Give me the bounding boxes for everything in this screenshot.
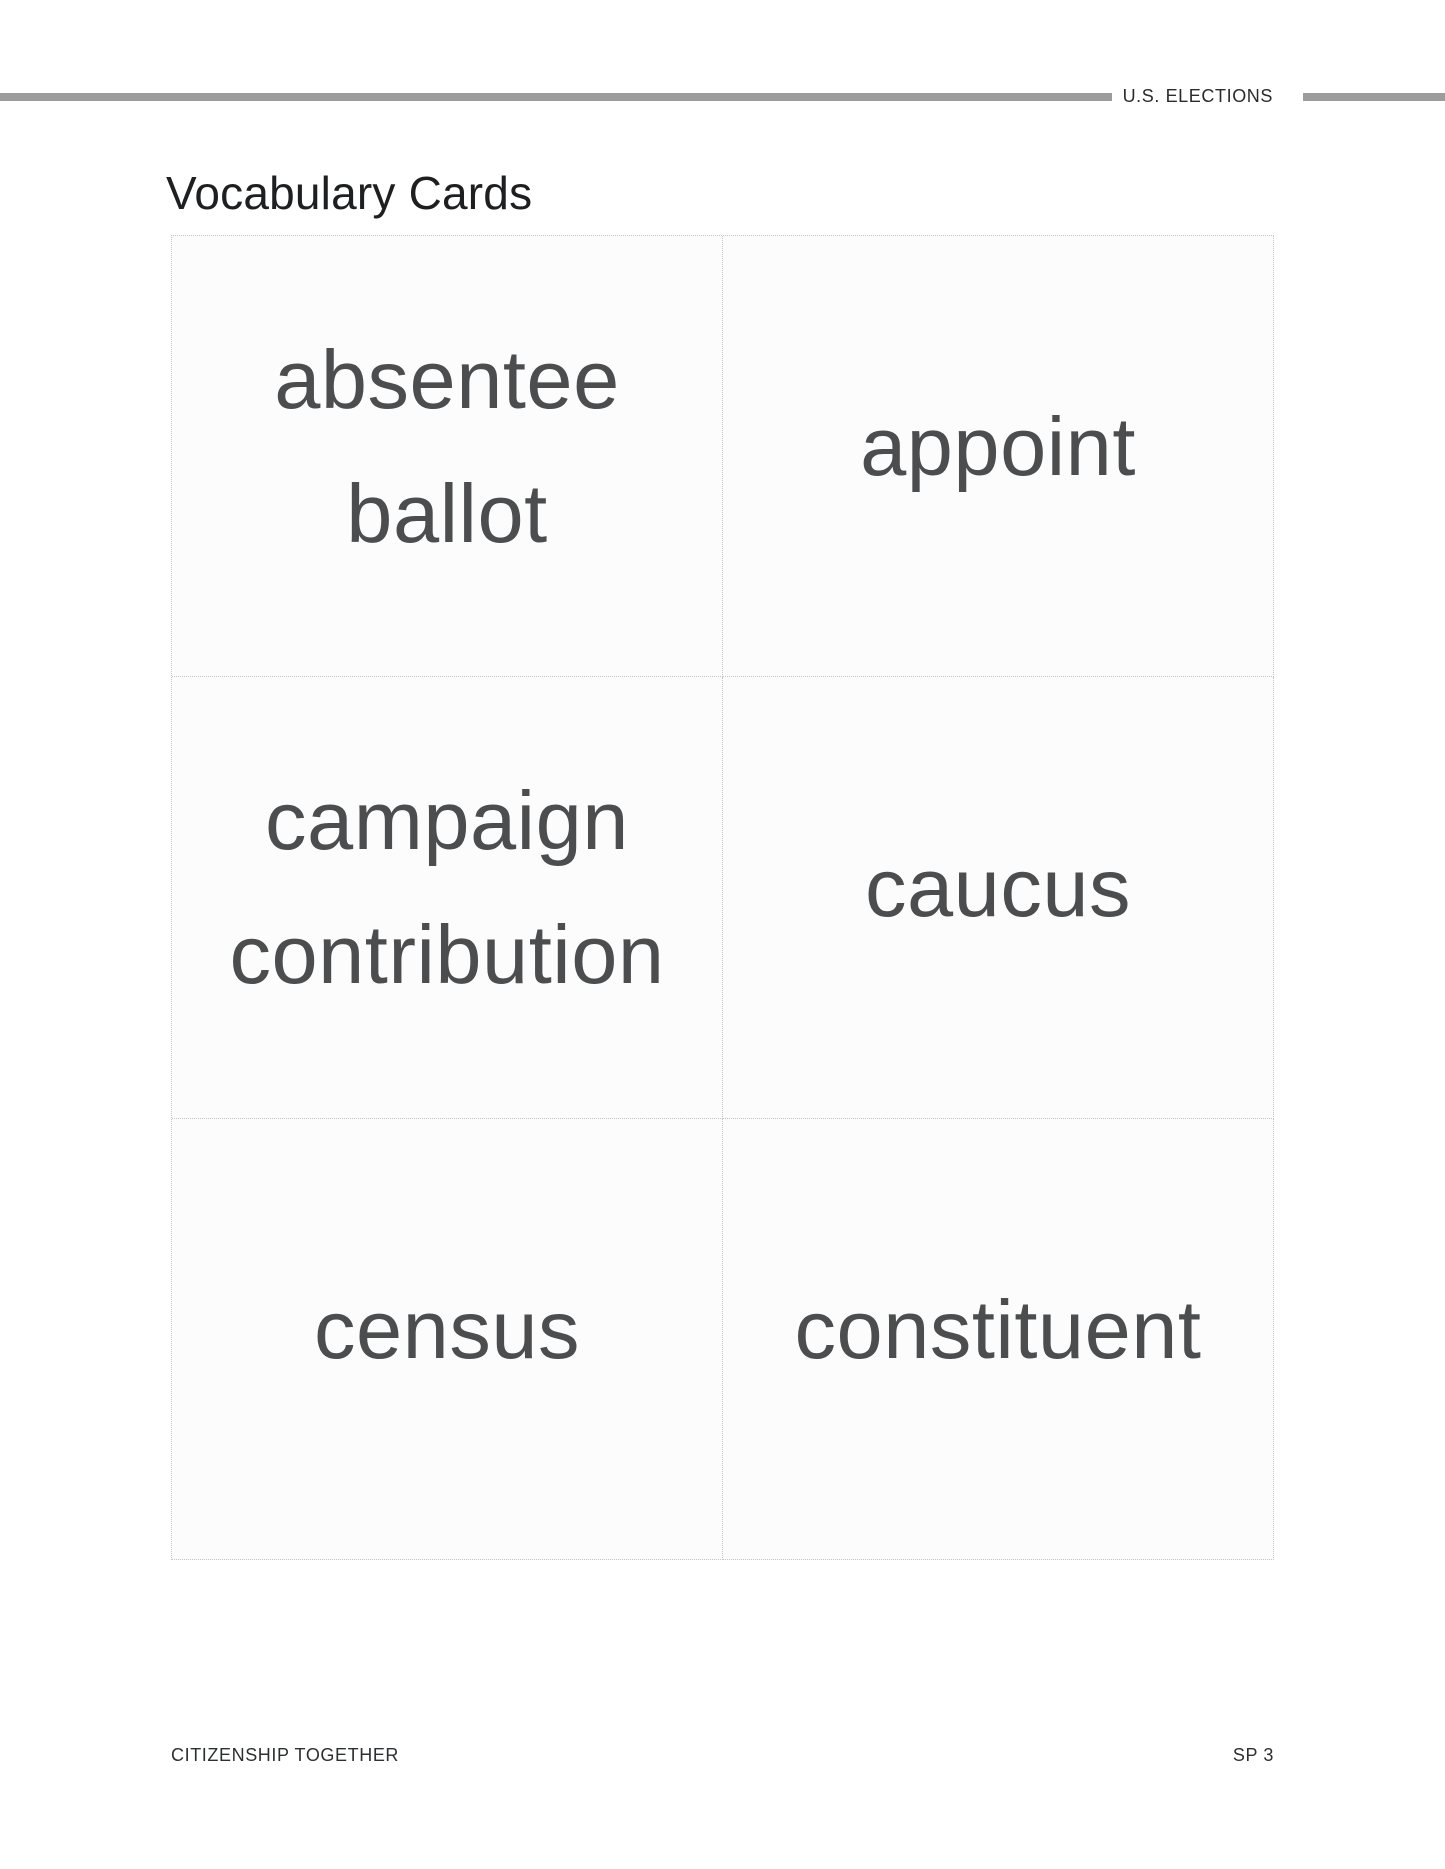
vocab-card-constituent [723,1119,1274,1560]
header-rule-left [0,93,1112,101]
card-term [865,821,1131,955]
card-term-line: absentee [274,332,620,426]
footer-left-text: CITIZENSHIP TOGETHER [171,1745,400,1765]
card-term [860,380,1136,514]
card-term-line: constituent [794,1282,1202,1376]
card-term [229,754,664,1023]
vocab-card-grid [171,235,1274,1560]
card-term [314,1263,580,1397]
card-term [795,1263,1202,1397]
card-term [274,313,620,582]
card-term-line: ballot [346,467,548,561]
vocab-card-census [172,1119,723,1560]
card-term-line: campaign [265,774,629,868]
card-term-line: caucus [865,841,1131,935]
card-term-line: contribution [229,908,665,1002]
vocab-card-caucus [723,677,1274,1118]
vocab-card-appoint [723,236,1274,677]
footer-page-number: SP 3 [1232,1745,1274,1765]
vocab-card-absentee-ballot [172,236,723,677]
card-term-line: appoint [860,399,1136,493]
header-section-label: U.S. ELECTIONS [1122,86,1273,106]
header-rule-right [1303,93,1445,101]
vocab-card-campaign-contribution [172,677,723,1118]
card-term-line: census [314,1282,580,1376]
page-title: Vocabulary Cards [166,167,533,219]
